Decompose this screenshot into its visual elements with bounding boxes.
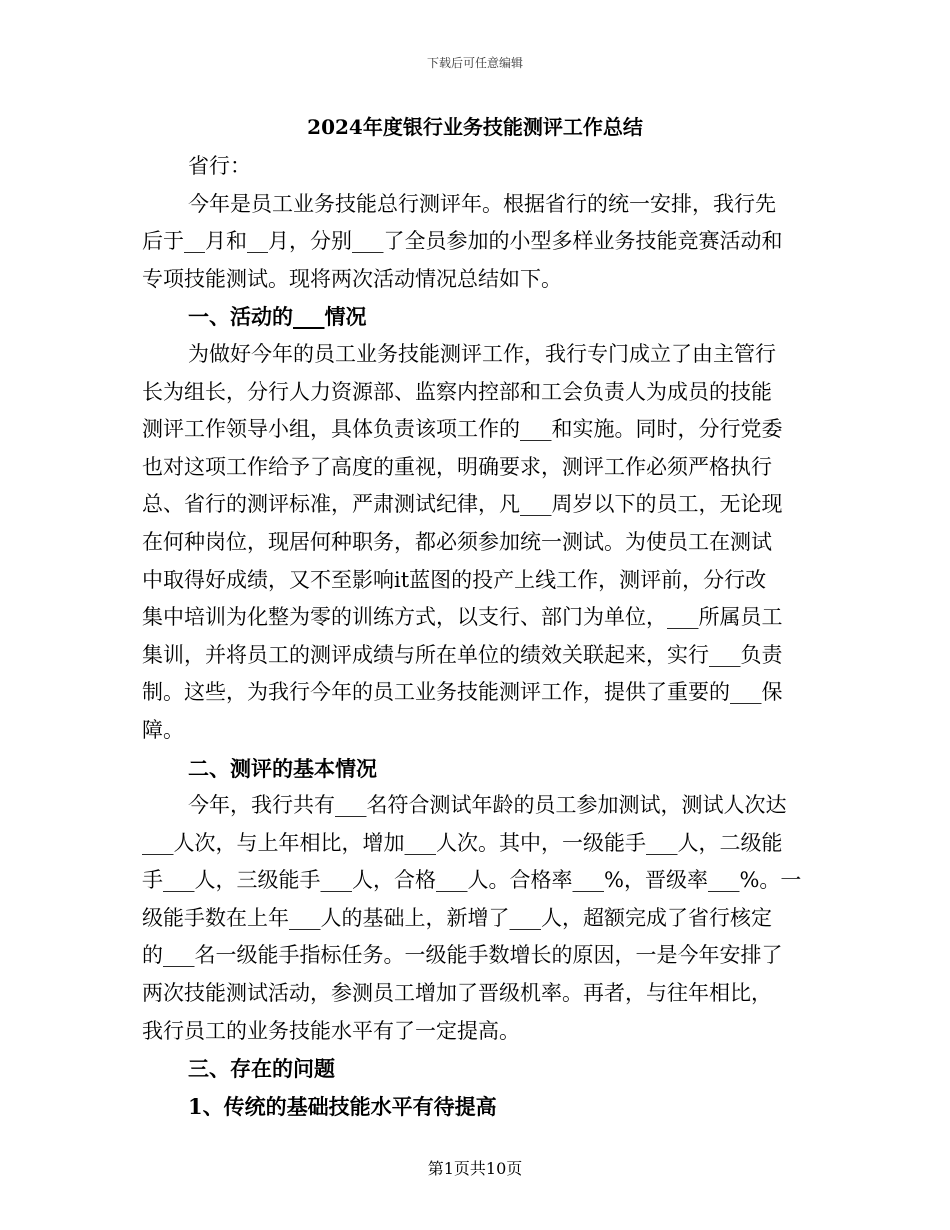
para1-line: 今年是员工业务技能总行测评年。根据省行的统一安排，我行先 — [188, 191, 776, 216]
salutation: 省行： — [188, 154, 251, 178]
para1-line: 专项技能测试。现将两次活动情况总结如下。 — [142, 266, 562, 291]
para2-line: 测评工作领导小组，具体负责该项工作的___和实施。同时，分行党委 — [142, 417, 783, 442]
para3-line: 两次技能测试活动，参测员工增加了晋级机率。再者，与往年相比， — [142, 981, 772, 1006]
para3-line: ___人次，与上年相比，增加___人次。其中，一级能手___人，二级能 — [142, 830, 783, 855]
page-number: 第1页共10页 — [427, 1159, 523, 1178]
para3-line: 级能手数在上年___人的基础上，新增了___人，超额完成了省行核定 — [142, 905, 772, 930]
para2-line: 总、省行的测评标准，严肃测试纪律，凡___周岁以下的员工，无论现 — [142, 492, 783, 517]
para3-line: 手___人，三级能手___人，合格___人。合格率___%，晋级率___%。一 — [142, 868, 802, 893]
para2-line: 长为组长，分行人力资源部、监察内控部和工会负责人为成员的技能 — [142, 379, 772, 404]
para2-line: 也对这项工作给予了高度的重视，明确要求，测评工作必须严格执行 — [142, 454, 772, 479]
document-body — [142, 108, 808, 1125]
para2-line: 在何种岗位，现居何种职务，都必须参加统一测试。为使员工在测试 — [142, 529, 772, 554]
para3-line: 今年，我行共有___名符合测试年龄的员工参加测试，测试人次达 — [188, 793, 787, 818]
para2-line: 制。这些，为我行今年的员工业务技能测评工作，提供了重要的___保 — [142, 680, 783, 705]
para3-line: 我行员工的业务技能水平有了一定提高。 — [142, 1018, 520, 1043]
section-heading-2: 二、测评的基本情况 — [188, 755, 377, 781]
para1-line: 后于__月和__月，分别___了全员参加的小型多样业务技能竞赛活动和 — [142, 229, 783, 254]
para2-line: 障。 — [142, 717, 184, 742]
para2-line: 为做好今年的员工业务技能测评工作，我行专门成立了由主管行 — [188, 341, 776, 366]
para2-line: 集训，并将员工的测评成绩与所在单位的绩效关联起来，实行___负责 — [142, 642, 783, 667]
para3-line: 的___名一级能手指标任务。一级能手数增长的原因，一是今年安排了 — [142, 943, 783, 968]
para2-line: 集中培训为化整为零的训练方式，以支行、部门为单位，___所属员工 — [142, 605, 783, 630]
para2-line: 中取得好成绩，又不至影响it蓝图的投产上线工作，测评前，分行改 — [142, 567, 767, 592]
section-heading-3: 三、存在的问题 — [188, 1056, 335, 1082]
header-note: 下载后可任意编辑 — [426, 56, 523, 70]
subsection-heading-1: 1、传统的基础技能水平有待提高 — [188, 1093, 497, 1119]
section-heading-1: 一、活动的___情况 — [188, 304, 367, 330]
document-title: 2024年度银行业务技能测评工作总结 — [307, 115, 643, 139]
